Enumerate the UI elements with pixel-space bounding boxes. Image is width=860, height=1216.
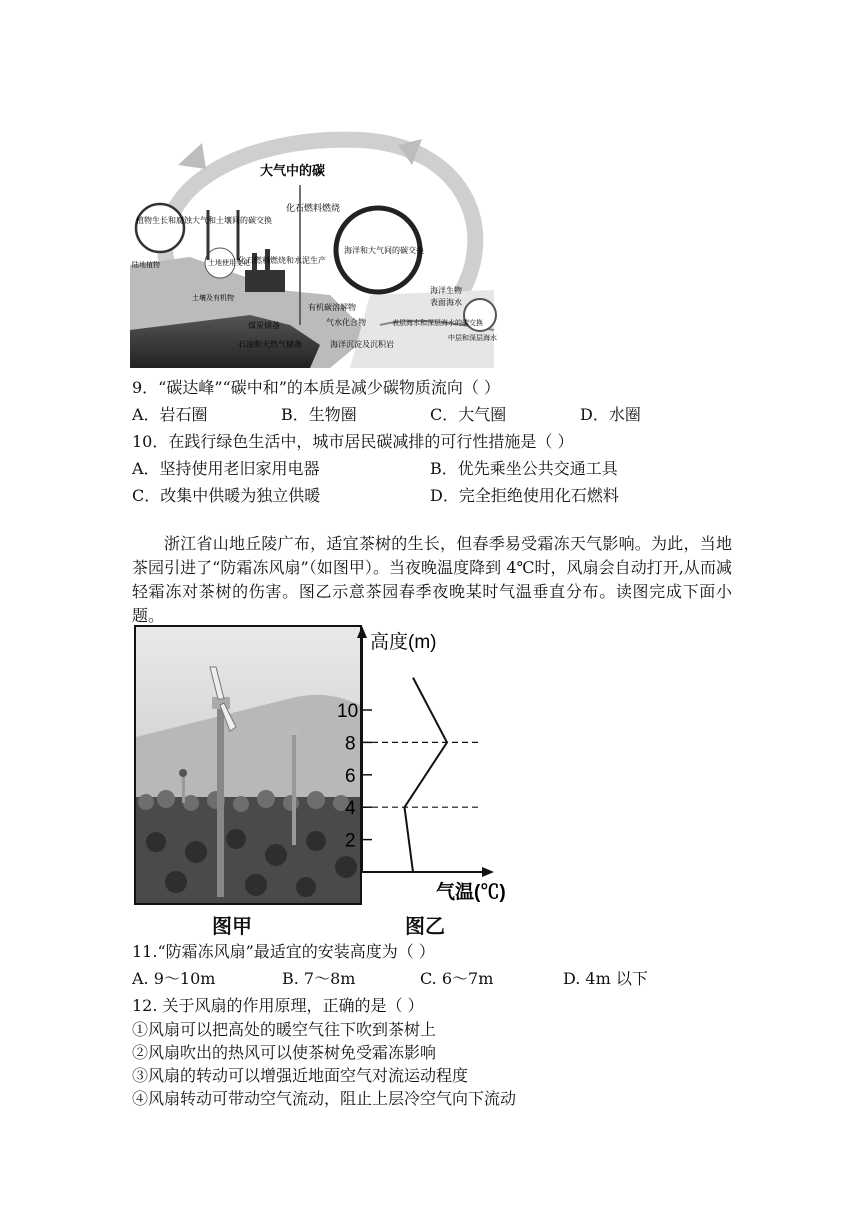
figure-a-photo xyxy=(134,625,362,905)
label-ocean-atm-exchange: 海洋和大气间的碳交换 xyxy=(344,246,424,255)
label-land-use: 土地使用变化 xyxy=(208,259,250,267)
q11-stem: 11.“防霜冻风扇”最适宜的安装高度为（ ） xyxy=(132,942,435,961)
x-axis-label: 气温(℃) xyxy=(436,882,506,903)
label-gas-hydrate: 气水化合物 xyxy=(326,318,366,327)
temperature-profile-line xyxy=(405,678,448,872)
q12-statement-1: ①风扇可以把高处的暖空气往下吹到茶树上 xyxy=(132,1020,437,1039)
label-mid-deep-sea: 中层和深层海水 xyxy=(448,334,497,342)
y-tick-label: 4 xyxy=(345,798,356,820)
label-surface-sea: 表面海水 xyxy=(430,298,462,307)
label-atm-soil-exchange: 大气和土壤间的碳交换 xyxy=(192,216,272,225)
x-axis-arrow xyxy=(482,867,494,877)
q12-statement-4: ④风扇转动可带动空气流动，阻止上层冷空气向下流动 xyxy=(132,1089,517,1108)
passage: 浙江省山地丘陵广布，适宜茶树的生长，但春季易受霜冻天气影响。为此，当地茶园引进了“防霜冻风扇”（如图甲）。当夜晚温度降到 4℃时，风扇会自动打开,从而减轻霜冻对茶树的伤害。图乙示意茶园春季夜晚某时气温垂直分布。读图完成下面小题。 xyxy=(132,534,732,625)
q12-statement-2: ②风扇吹出的热风可以使茶树免受霜冻影响 xyxy=(132,1043,437,1062)
y-tick-label: 8 xyxy=(345,733,356,755)
q10-stem: 10．在践行绿色生活中，城市居民碳减排的可行性措施是（ ） xyxy=(132,432,574,451)
label-dissolved-organic: 有机碳溶解物 xyxy=(308,303,356,312)
q9-option-d: D．水圈 xyxy=(580,405,641,424)
label-soil-organic: 土壤及有机物 xyxy=(192,294,234,302)
figure-b-chart xyxy=(337,622,530,904)
q10-option-b: B．优先乘坐公共交通工具 xyxy=(430,459,618,478)
label-coal-storage: 煤炭储备 xyxy=(248,321,280,330)
y-tick-label: 6 xyxy=(345,765,356,787)
y-tick-label: 10 xyxy=(337,701,359,722)
q12-stem: 12. 关于风扇的作用原理，正确的是（ ） xyxy=(132,996,424,1015)
carbon-cycle-figure xyxy=(130,125,497,368)
figure-b-caption: 图乙 xyxy=(405,914,445,938)
label-plant-growth: 植物生长和腐蚀 xyxy=(136,216,192,225)
figure-a-caption: 图甲 xyxy=(212,914,252,938)
label-fossil-burn-top: 化石燃料燃烧 xyxy=(286,204,341,214)
q9-option-b: B．生物圈 xyxy=(281,405,357,424)
label-atmosphere: 大气中的碳 xyxy=(260,164,326,179)
q9-stem: 9．“碳达峰”“碳中和”的本质是减少碳物质流向（ ） xyxy=(132,378,500,397)
label-marine-life: 海洋生物 xyxy=(430,286,462,295)
q9-option-c: C．大气圈 xyxy=(430,405,507,424)
q11-option-b: B. 7～8m xyxy=(282,969,356,988)
y-tick-label: 2 xyxy=(345,830,356,852)
y-axis-arrow xyxy=(357,626,367,638)
q12-statement-3: ③风扇的转动可以增强近地面空气对流运动程度 xyxy=(132,1066,469,1085)
q10-option-d: D．完全拒绝使用化石燃料 xyxy=(430,486,619,505)
q11-option-a: A. 9～10m xyxy=(132,969,216,988)
q11-option-d: D. 4m 以下 xyxy=(563,969,648,988)
q11-option-c: C. 6～7m xyxy=(420,969,494,988)
label-oil-gas-storage: 石油和天然气储备 xyxy=(238,340,302,349)
label-surface-deep-exchange: 表层海水和深层海水的碳交换 xyxy=(392,319,483,327)
y-axis-label: 高度(m) xyxy=(370,632,437,653)
label-land-plants: 陆地植物 xyxy=(132,261,160,269)
q10-option-c: C．改集中供暖为独立供暖 xyxy=(132,486,321,505)
label-ocean-sediment: 海洋沉淀及沉积岩 xyxy=(330,340,394,349)
q10-option-a: A．坚持使用老旧家用电器 xyxy=(132,459,320,478)
label-fossil-cement: 化石燃料燃烧和水泥生产 xyxy=(238,256,326,265)
q9-option-a: A．岩石圈 xyxy=(132,405,208,424)
